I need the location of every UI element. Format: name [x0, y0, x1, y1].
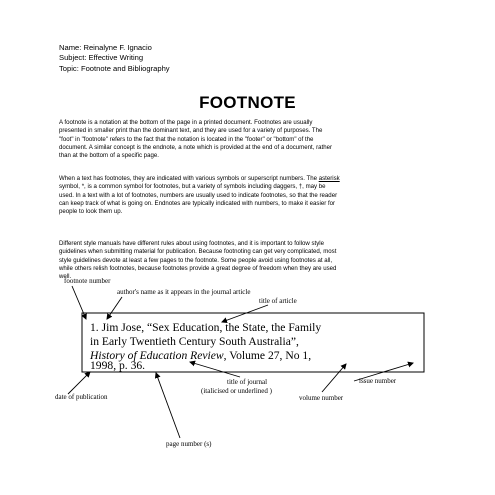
paragraph-line: while others relish footnotes, because footnotes provide a great degree of freedom when they are used [59, 264, 337, 272]
label-title-of-article: title of article [259, 297, 297, 305]
paragraph-line: symbol, *, is a common symbol for footnotes, but a variety of symbols including daggers, †, may be [59, 183, 326, 191]
paragraph-line: guidelines when submitting material for publication. Because footnoting can get very complicated, most [59, 248, 337, 256]
paragraph-line: Different style manuals have different rules about using footnotes, and it is important to follow style [59, 240, 324, 247]
paragraph-line: document. A similar concept is the endnote, a note which is provided at the end of a document, rather [59, 143, 333, 151]
label-date-of-publication: date of publication [55, 393, 108, 401]
page-title: FOOTNOTE [199, 93, 296, 112]
subject-line: Subject: Effective Writing [59, 53, 144, 63]
label-author-name: author's name as it appears in the journal article [117, 288, 251, 296]
volume-issue-text: , Volume 27, No 1, [223, 349, 312, 362]
arrow-page-numbers [156, 373, 180, 438]
arrow-footnote-number [72, 286, 86, 319]
label-volume-number: volume number [299, 394, 344, 402]
topic-line: Topic: Footnote and Bibliography [59, 63, 170, 73]
paragraph-line: When a text has footnotes, they are indicated with various symbols or superscript numbers. The [59, 175, 319, 182]
arrow-date-of-publication [68, 372, 90, 394]
paragraph-line: "foot" in "footnote" refers to the fact that the notation is located in the "footer" or "bottom" of the [59, 135, 314, 143]
journal-title-italic: History of Education Review [90, 349, 224, 362]
citation-line-2: in Early Twentieth Century South Australia”, [90, 335, 299, 348]
author-name: Name: Reinalyne F. Ignacio [59, 43, 152, 52]
arrow-volume-number [322, 364, 346, 392]
paragraph-line: people to look them up. [59, 208, 123, 216]
citation-line-1: 1. Jim Jose, “Sex Education, the State, the Family [90, 321, 322, 334]
paragraph-line: than at the bottom of a specific page. [59, 152, 159, 160]
label-issue-number: issue number [359, 377, 397, 385]
paragraph-line: used. In a text with a lot of footnotes, numbers are usually used to indicate footnotes, so that the reader [59, 191, 338, 199]
asterisk-link[interactable]: asterisk [318, 175, 340, 182]
arrow-title-of-journal [190, 362, 240, 377]
paragraph-line: presented in smaller print than the dominant text, and they are used for a variety of purposes. The [59, 127, 323, 135]
label-title-of-journal: title of journal [227, 378, 268, 386]
label-footnote-number: footnote number [64, 277, 111, 285]
paragraph-line: A footnote is a notation at the bottom of the page in a printed document. Footnotes are usually [59, 119, 313, 126]
arrow-author-name [107, 297, 122, 319]
label-italicised-or-underlined: (italicised or underlined ) [201, 387, 272, 395]
label-page-numbers: page number (s) [166, 440, 212, 448]
paragraph-line: style guidelines devote at least a few pages to the footnote. Some people avoid using footnotes at all, [59, 256, 333, 264]
paragraph-line: well. [59, 273, 72, 281]
citation-line-4: 1998, p. 36. [90, 359, 146, 372]
paragraph-line: can keep track of what is going on. Endnotes are typically indicated with numbers, to make it easier for [59, 199, 336, 207]
